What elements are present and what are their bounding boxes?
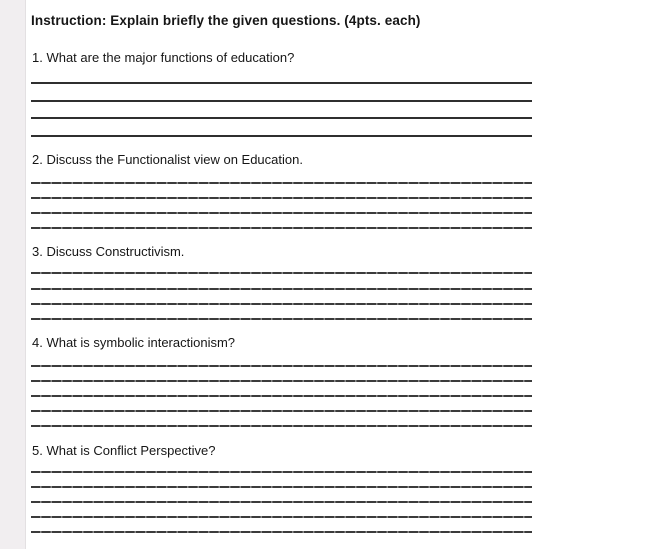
scan-margin-strip bbox=[0, 0, 26, 549]
question-label: 4. What is symbolic interactionism? bbox=[32, 335, 236, 350]
answer-line bbox=[31, 486, 532, 488]
answer-line bbox=[31, 82, 532, 84]
answer-line bbox=[31, 501, 532, 503]
answer-line bbox=[31, 365, 532, 367]
answer-line bbox=[31, 471, 532, 473]
answer-line bbox=[31, 117, 532, 119]
answer-line bbox=[31, 531, 532, 533]
answer-line bbox=[31, 227, 532, 229]
question-label: 2. Discuss the Functionalist view on Education. bbox=[32, 152, 303, 167]
answer-line bbox=[31, 380, 532, 382]
answer-line bbox=[31, 100, 532, 102]
answer-line bbox=[31, 318, 532, 320]
question-label: 3. Discuss Constructivism. bbox=[32, 244, 185, 259]
answer-line bbox=[31, 516, 532, 518]
answer-line bbox=[31, 303, 532, 305]
answer-line bbox=[31, 182, 532, 184]
answer-line bbox=[31, 410, 532, 412]
answer-line bbox=[31, 272, 532, 274]
answer-line bbox=[31, 425, 532, 427]
answer-line bbox=[31, 197, 532, 199]
question-label: 5. What is Conflict Perspective? bbox=[32, 443, 216, 458]
instruction-heading: Instruction: Explain briefly the given questions. (4pts. each) bbox=[31, 13, 421, 28]
answer-line bbox=[31, 212, 532, 214]
answer-line bbox=[31, 135, 532, 137]
answer-line bbox=[31, 288, 532, 290]
answer-line bbox=[31, 395, 532, 397]
question-label: 1. What are the major functions of education? bbox=[32, 50, 295, 65]
